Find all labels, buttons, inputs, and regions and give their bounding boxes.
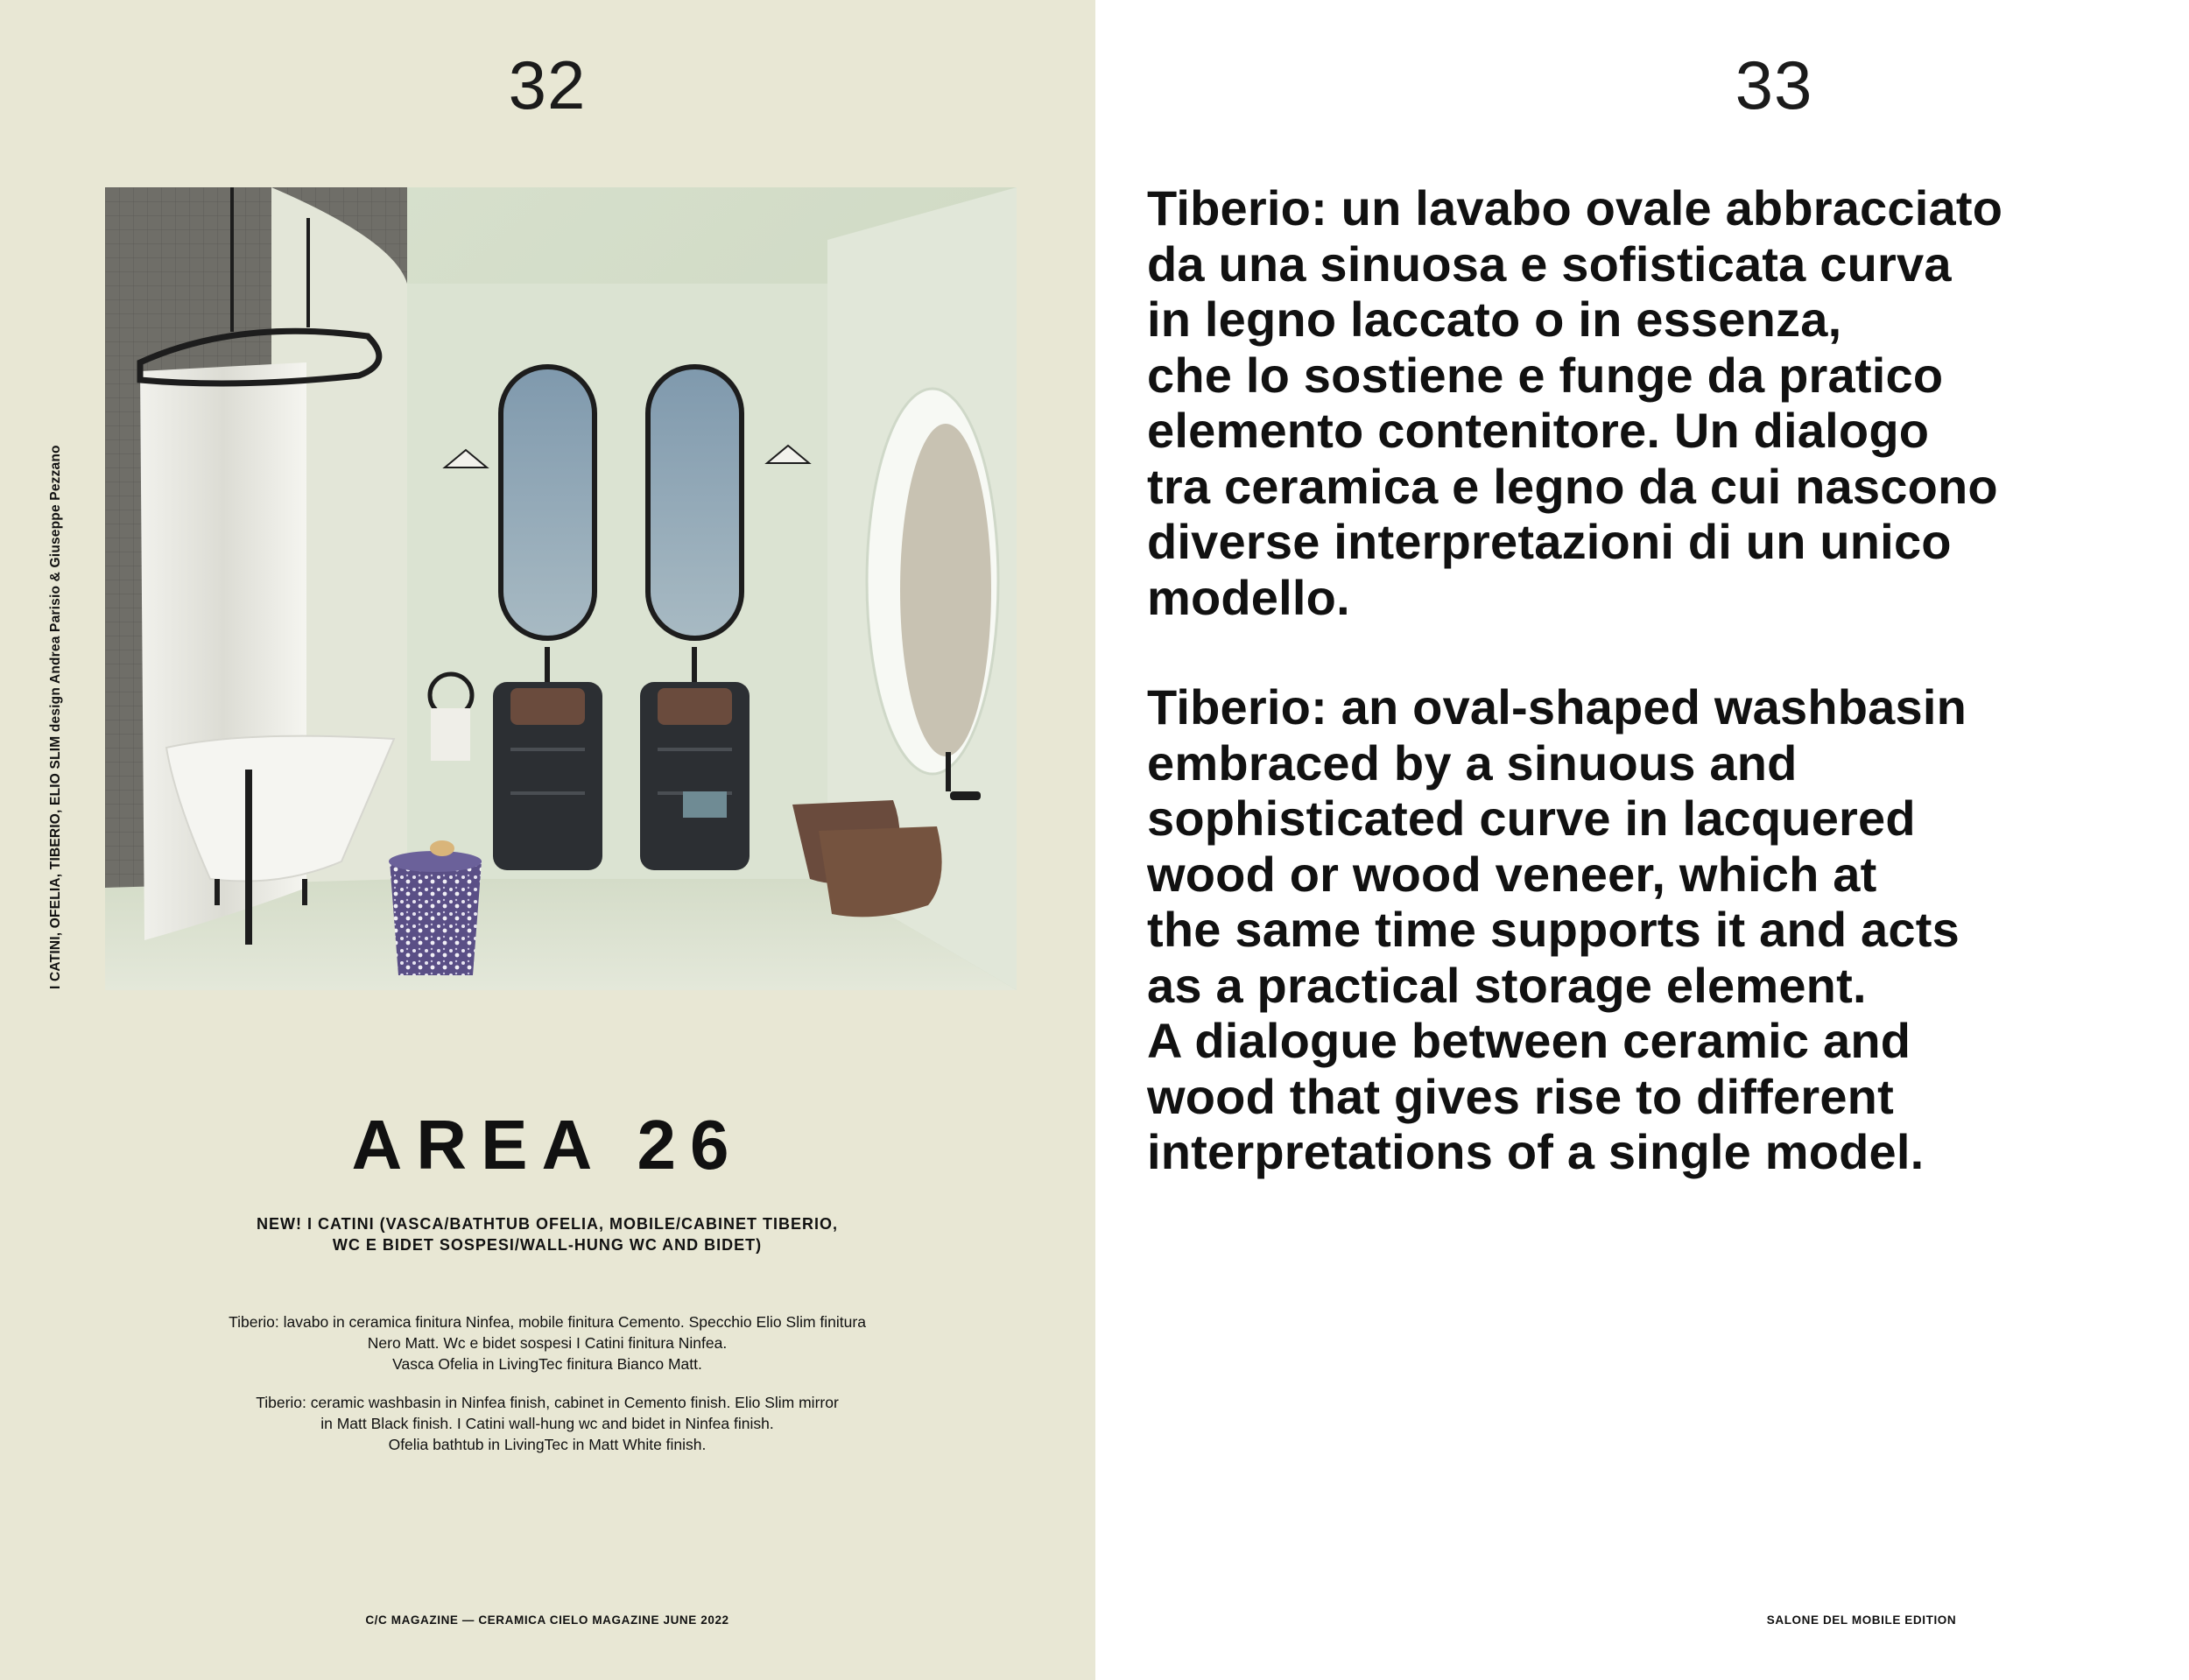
- footer-right: SALONE DEL MOBILE EDITION: [1766, 1613, 1957, 1627]
- paragraph-it-line: diverse interpretazioni di un unico: [1147, 514, 1952, 569]
- paragraph-en-line: the same time supports it and acts: [1147, 902, 1960, 957]
- caption-en-line: Ofelia bathtub in LivingTec in Matt White finish.: [388, 1436, 707, 1453]
- bathroom-photo: [105, 187, 1017, 990]
- footer-left: C/C MAGAZINE — CERAMICA CIELO MAGAZINE JUNE 2022: [365, 1613, 729, 1627]
- paragraph-en-line: A dialogue between ceramic and: [1147, 1013, 1911, 1068]
- page-number-left: 32: [508, 46, 587, 123]
- paragraph-en-line: as a practical storage element.: [1147, 957, 1867, 1013]
- subtitle-line-2: WC E BIDET SOSPESI/WALL-HUNG WC AND BIDET): [332, 1236, 763, 1254]
- paragraph-it-line: da una sinuosa e sofisticata curva: [1147, 235, 1952, 292]
- caption-it-line: Vasca Ofelia in LivingTec finitura Bianco Matt.: [392, 1355, 702, 1373]
- caption-english: [131, 1392, 963, 1455]
- area-title: AREA 26: [351, 1106, 743, 1184]
- paragraph-it-line: che lo sostiene e funge da pratico: [1147, 347, 1944, 403]
- paragraph-en-line: Tiberio: an oval-shaped washbasin: [1147, 679, 1967, 735]
- paragraph-en-line: sophisticated curve in lacquered: [1147, 791, 1916, 846]
- caption-en-line: in Matt Black finish. I Catini wall-hung wc and bidet in Ninfea finish.: [320, 1415, 774, 1432]
- design-credit: I CATINI, OFELIA, TIBERIO, ELIO SLIM design Andrea Parisio & Giuseppe Pezzano: [48, 445, 63, 989]
- paragraph-it-line: in legno laccato o in essenza,: [1147, 292, 1842, 347]
- paragraph-it-line: modello.: [1147, 569, 1350, 625]
- paragraph-en-line: interpretations of a single model.: [1147, 1124, 1925, 1179]
- paragraph-italian: [1147, 180, 2145, 625]
- paragraph-it-line: tra ceramica e legno da cui nascono: [1147, 458, 1998, 514]
- paragraph-en-line: wood or wood veneer, which at: [1147, 846, 1877, 902]
- caption-it-line: Tiberio: lavabo in ceramica finitura Ninfea, mobile finitura Cemento. Specchio Elio Slim finitura: [229, 1313, 866, 1331]
- product-subtitle: [175, 1213, 919, 1255]
- paragraph-english: [1147, 679, 2145, 1180]
- caption-en-line: Tiberio: ceramic washbasin in Ninfea finish, cabinet in Cemento finish. Elio Slim mirror: [256, 1394, 839, 1411]
- paragraph-it-line: elemento contenitore. Un dialogo: [1147, 403, 1930, 458]
- subtitle-line-1: I CATINI (VASCA/BATHTUB OFELIA, MOBILE/CABINET TIBERIO,: [302, 1215, 838, 1233]
- paragraph-it-line: Tiberio: un lavabo ovale abbracciato: [1147, 180, 2003, 235]
- paragraph-en-line: embraced by a sinuous and: [1147, 735, 1798, 791]
- page-number-right: 33: [1735, 46, 1813, 123]
- caption-italian: [131, 1311, 963, 1374]
- new-label: NEW!: [257, 1215, 302, 1233]
- paragraph-en-line: wood that gives rise to different: [1147, 1068, 1894, 1124]
- caption-it-line: Nero Matt. Wc e bidet sospesi I Catini finitura Ninfea.: [367, 1334, 728, 1352]
